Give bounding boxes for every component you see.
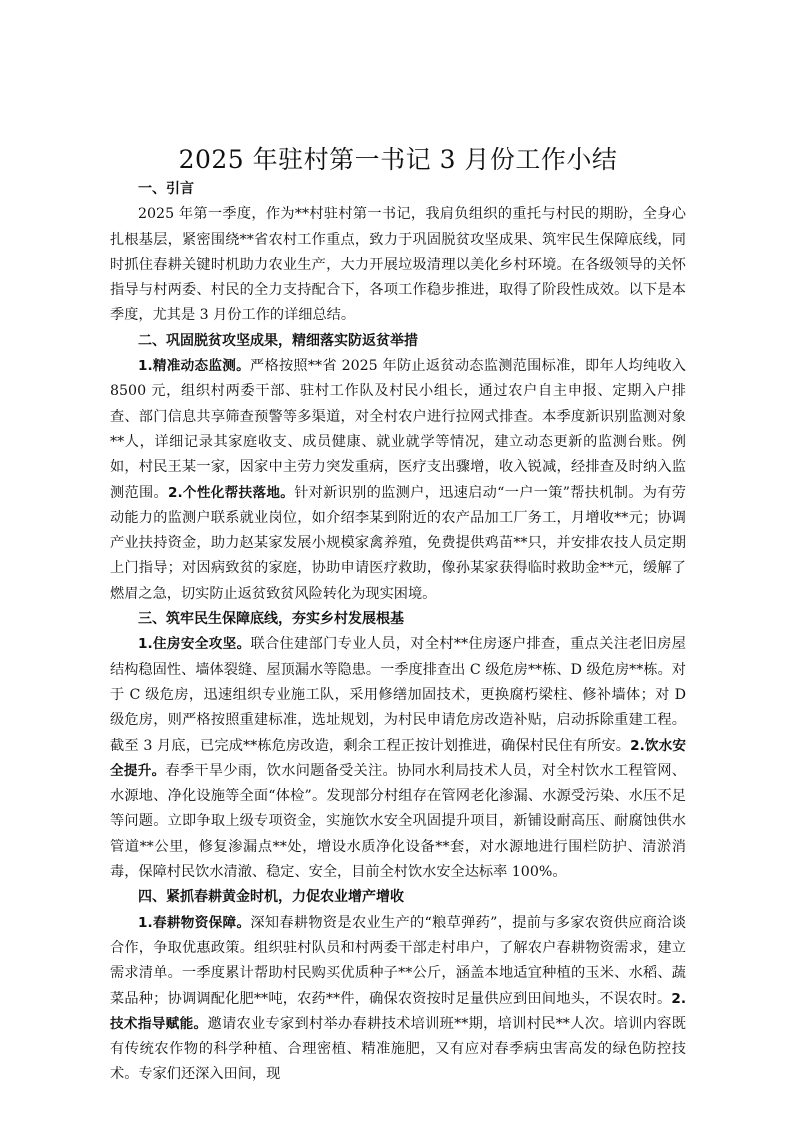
paragraph-poverty [110,354,686,607]
paragraph-text: 联合住建部门专业人员，对全村**住房逐户排查，重点关注老旧房屋结构稳固性、墙体裂缝、屋顶漏水等隐患。一季度排查出 C 级危房**栋、D 级危房**栋。对于 C 级危房，迅速组织专业施工队，采用修缮加固技术，更换腐朽梁柱、修补墙体；对 D 级危房，则严格按照重建标准，选址规划，为村民申请危房改造补贴，启动拆除重建工程。截至 3 月底，已完成**栋危房改造，剩余工程正按计划推进，确保村民住有所安。 [110,636,686,754]
section-heading-livelihood: 三、筑牢民生保障底线，夯实乡村发展根基 [138,611,404,628]
item-lead: 2.技术指导赋能。 [110,990,686,1032]
paragraph-text: 深知春耕物资是农业生产的“粮草弹药”，提前与多家农资供应商洽谈合作，争取优惠政策。组织驻村队员和村两委干部走村串户，了解农户春耕物资需求，建立需求清单。一季度累计帮助村民购买优质种子**公斤，涵盖本地适宜种植的玉米、水稻、蔬菜品种；协调调配化肥**吨，农药**件，确保农资按时足量供应到田间地头，不误农时。 [110,914,687,1007]
section-heading-intro: 一、引言 [138,181,194,197]
paragraph-spring-farming [110,911,686,1088]
item-lead: 1.精准动态监测。 [138,358,251,375]
document-page [110,143,686,1088]
paragraph-text: 针对新识别的监测户，迅速启动“一户一策”帮扶机制。为有劳动能力的监测户联系就业岗位，如介绍李某到附近的农产品加工厂务工，月增收**元；协调产业扶持资金，助力赵某家发展小规模家禽养殖，免费提供鸡苗**只，并安排农技人员定期上门指导；对因病致贫的家庭，协助申请医疗救助，像孙某家获得临时救助金**元，缓解了燃眉之急，切实防止返贫致贫风险转化为现实困境。 [110,484,686,602]
item-lead: 1.春耕物资保障。 [138,914,251,931]
paragraph-text: 严格按照**省 2025 年防止返贫动态监测范围标准，即年人均纯收入 8500 元，组织村两委干部、驻村工作队及村民小组长，通过农户自主申报、定期入户排查、部门信息共享筛查预警等多渠道，对全村农户进行拉网式排查。本季度新识别监测对象**人，详细记录其家庭收支、成员健康、就业就学等情况，建立动态更新的监测台账。例如，村民王某一家，因家中主劳力突发重病，医疗支出骤增，收入锐减，经排查及时纳入监测范围。 [110,358,686,501]
paragraph-intro [110,202,686,328]
paragraph-text: 2025 年第一季度，作为**村驻村第一书记，我肩负组织的重托与村民的期盼，全身心扎根基层，紧密围绕**省农村工作重点，致力于巩固脱贫攻坚成果、筑牢民生保障底线，同时抓住春耕关键时机助力农业生产，大力开展垃圾清理以美化乡村环境。在各级领导的关怀指导与村两委、村民的全力支持配合下，各项工作稳步推进，取得了阶段性成效。以下是本季度，尤其是 3 月份工作的详细总结。 [110,206,686,324]
item-lead: 1.住房安全攻坚。 [138,636,251,653]
item-lead: 2.个性化帮扶落地。 [168,484,295,501]
paragraph-text: 邀请农业专家到村举办春耕技术培训班**期，培训村民**人次。培训内容既有传统农作物的科学种植、合理密植、精准施肥，又有应对春季病虫害高发的绿色防控技术。专家们还深入田间，现 [110,1015,686,1083]
section-heading-spring-farming: 四、紧抓春耕黄金时机，力促农业增产增收 [138,889,404,906]
paragraph-livelihood [110,632,686,885]
section-heading-poverty: 二、巩固脱贫攻坚成果，精细落实防返贫举措 [138,332,418,349]
paragraph-text: 春季干旱少雨，饮水问题备受关注。协同水利局技术人员，对全村饮水工程管网、水源地、净化设施等全面“体检”。发现部分村组存在管网老化渗漏、水源受污染、水压不足等问题。立即争取上级专项资金，实施饮水安全巩固提升项目，新铺设耐高压、耐腐蚀供水管道**公里，修复渗漏点**处，增设水质净化设备**套，对水源地进行围栏防护、清淤消毒，保障村民饮水清澈、稳定、安全，目前全村饮水安全达标率 100%。 [110,762,686,881]
document-title: 2025 年驻村第一书记 3 月份工作小结 [178,145,618,174]
item-lead: 2.饮水安全提升。 [110,737,686,779]
